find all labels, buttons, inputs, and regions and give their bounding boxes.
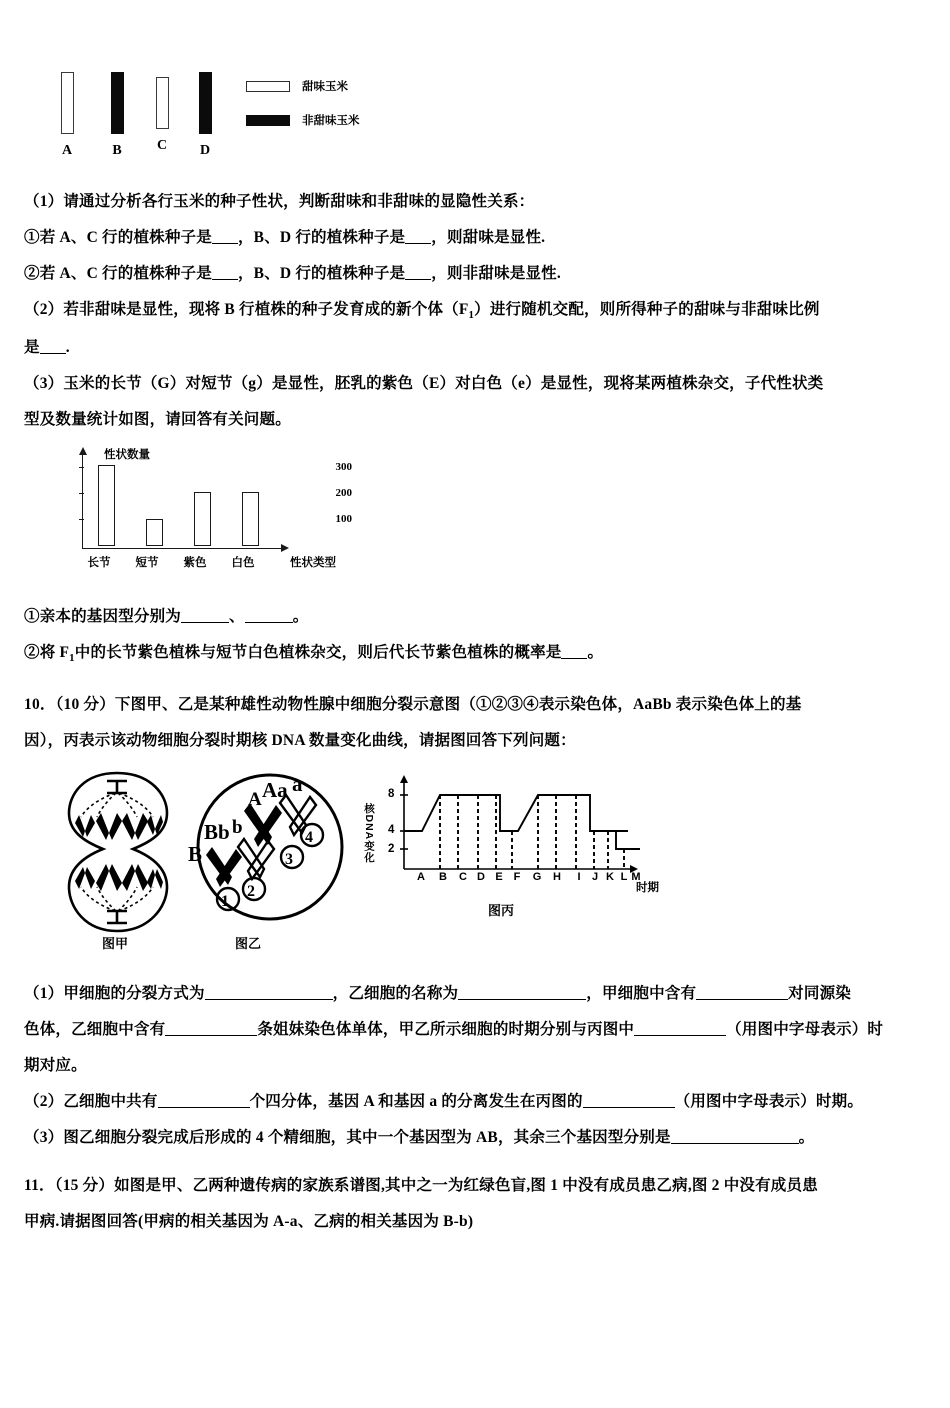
dna-xtick-F: F <box>513 870 521 883</box>
q9-part2-a: （2）若非甜味是显性，现将 B 行植株的种子发育成的新个体（F <box>24 301 469 319</box>
q10-q1-b: ，乙细胞的名称为 <box>332 984 459 1002</box>
centriole-bottom-icon <box>107 911 127 923</box>
gene-label-Bb: Bb <box>204 819 230 844</box>
dna-xtick-H: H <box>553 870 561 883</box>
q10-q3-b: 。 <box>798 1128 815 1146</box>
q10-q1-c: ，甲细胞中含有 <box>586 984 697 1002</box>
dna-curve-path <box>404 795 628 831</box>
chromosomes-top-group <box>75 813 163 840</box>
svg-text:2: 2 <box>247 882 255 900</box>
trait-count-chart <box>52 446 352 571</box>
q10-stem-line2: 因），丙表示该动物细胞分裂时期核 DNA 数量变化曲线，请据图回答下列问题： <box>24 731 576 749</box>
q9-part3-item1-c: 。 <box>292 607 309 625</box>
trait-cat-white: 白色 <box>231 556 255 569</box>
svg-text:4: 4 <box>305 828 313 846</box>
dna-xtick-M: M <box>631 870 641 883</box>
question9-sub-block <box>24 605 926 667</box>
dna-chart-y-title: 核DNA变化 <box>363 802 375 864</box>
dna-xtick-I: I <box>577 870 581 883</box>
q9-option1-b: ，B、D 行的植株种子是 <box>237 229 406 247</box>
q9-part3-line1: （3）玉米的长节（G）对短节（g）是显性，胚乳的紫色（E）对白色（e）是显性，现将某两植株杂交，子代性状类 <box>24 374 824 392</box>
trait-bar-white <box>242 492 259 546</box>
q10-q1-blank2[interactable] <box>458 999 586 1000</box>
q10-q2-c: （用图中字母表示）时期。 <box>674 1092 864 1110</box>
gene-label-A: A <box>248 788 262 810</box>
gene-label-B-upper: B <box>188 841 203 866</box>
q9-option2-a: ②若 A、C 行的植株种子是 <box>24 265 212 283</box>
corn-bar-c <box>156 77 169 129</box>
q10-q2-blank2[interactable] <box>583 1107 675 1108</box>
q10-q1-e: 色体，乙细胞中含有 <box>24 1020 166 1038</box>
corn-column-d <box>188 72 222 159</box>
dna-ytick-8: 8 <box>388 787 395 800</box>
chromosome-pair-1 <box>206 839 274 887</box>
q9-option2-text <box>24 262 926 286</box>
q10-q2-a: （2）乙细胞中共有 <box>24 1092 158 1110</box>
corn-column-a <box>50 72 84 159</box>
corn-column-c <box>145 77 179 154</box>
dna-xtick-J: J <box>591 870 599 883</box>
dna-chart-plot <box>360 767 660 887</box>
q10-q1-blank1[interactable] <box>205 999 333 1000</box>
gene-label-b: b <box>232 816 243 838</box>
centriole-top-icon <box>107 781 127 793</box>
q10-q1-blank5[interactable] <box>634 1035 726 1036</box>
trait-bar-long-node <box>98 465 115 546</box>
nuclear-dna-change-chart <box>360 767 680 927</box>
q10-q3-blank[interactable] <box>671 1143 799 1144</box>
trait-bar-short-node <box>146 519 163 546</box>
corn-label-a: A <box>61 143 73 158</box>
q10-q3-line <box>24 1126 926 1150</box>
chromosomes-bottom-group <box>75 864 163 891</box>
corn-column-b <box>100 72 134 159</box>
q10-q2-blank1[interactable] <box>158 1107 250 1108</box>
q9-part3-item2-a: ②将 F <box>24 644 70 661</box>
q10-q1-d: 对同源染 <box>788 984 851 1002</box>
q10-q1-blank4[interactable] <box>165 1035 257 1036</box>
q9-part3-item1-b: 、 <box>229 607 245 625</box>
question10-stem-block <box>24 693 926 753</box>
q10-q1-a: （1）甲细胞的分裂方式为 <box>24 984 205 1002</box>
q9-part3-item1 <box>24 605 926 629</box>
q9-part3-item2 <box>24 641 926 667</box>
corn-label-c: C <box>156 138 168 153</box>
dna-chart-caption: 图丙 <box>488 902 515 918</box>
dna-xtick-L: L <box>620 870 628 883</box>
figure-yi-diagram <box>188 765 363 940</box>
q9-option1-blank2[interactable] <box>405 243 431 244</box>
q9-part3-item2-b: 中的长节紫色植株与短节白色植株杂交，则后代长节紫色植株的概率是 <box>74 644 562 661</box>
q9-option1-a: ①若 A、C 行的植株种子是 <box>24 229 212 247</box>
svg-text:3: 3 <box>285 850 293 868</box>
q11-stem-line1: 11．（15 分）如图是甲、乙两种遗传病的家族系谱图,其中之一为红绿色盲,图 1 中没有成员患乙病,图 2 中没有成员患 <box>24 1177 818 1194</box>
figure-yi-caption: 图乙 <box>234 935 261 951</box>
q9-part3-item2-blank[interactable] <box>561 658 587 659</box>
q10-q1-g: （用图中字母表示）时 <box>726 1020 884 1038</box>
trait-chart-plot-area <box>84 464 284 546</box>
q10-q1-f: 条姐妹染色体单体，甲乙所示细胞的时期分别与丙图中 <box>257 1020 635 1038</box>
dna-ytick-4: 4 <box>388 823 395 836</box>
q9-option1-blank1[interactable] <box>212 243 238 244</box>
dna-ytick-2: 2 <box>388 842 395 855</box>
q9-part3-item2-subscript: 1 <box>69 652 75 665</box>
dna-xtick-C: C <box>459 870 467 883</box>
trait-chart-ytick-300: 300 <box>335 460 352 473</box>
q9-option2-b: ，B、D 行的植株种子是 <box>237 265 406 283</box>
corn-bar-d <box>199 72 212 134</box>
q9-part3-line2: 型及数量统计如图，请回答有关问题。 <box>24 410 291 428</box>
q11-stem-line2: 甲病.请据图回答(甲病的相关基因为 A-a、乙病的相关基因为 B-b) <box>24 1213 474 1231</box>
q9-part2-answer-suffix: . <box>65 338 70 356</box>
q9-option2-c: ，则非甜味是显性. <box>431 265 561 283</box>
exam-page <box>0 64 950 1408</box>
q9-option2-blank2[interactable] <box>405 279 431 280</box>
legend-label-sweet: 甜味玉米 <box>302 81 348 93</box>
legend-row-sweet <box>246 78 360 94</box>
question10-sub-block <box>24 982 926 1150</box>
trait-cat-purple: 紫色 <box>183 556 207 569</box>
dna-xtick-G: G <box>532 870 542 883</box>
trait-chart-x-title: 性状类型 <box>290 556 336 569</box>
question9-block <box>24 190 926 432</box>
corn-bar-a <box>61 72 74 134</box>
q10-q1-blank3[interactable] <box>696 999 788 1000</box>
dna-xtick-K: K <box>606 870 614 883</box>
gene-label-Aa: Aa <box>262 777 288 802</box>
q9-part3-item1-blank1[interactable] <box>181 622 229 623</box>
q10-q3-a: （3）图乙细胞分裂完成后形成的 4 个精细胞，其中一个基因型为 AB，其余三个基因型分别是 <box>24 1128 671 1146</box>
trait-chart-y-title: 性状数量 <box>104 448 150 461</box>
q9-option1-c: ，则甜味是显性. <box>431 229 546 247</box>
dna-xtick-A: A <box>417 870 425 883</box>
dna-xtick-B: B <box>439 870 447 883</box>
trait-bar-purple <box>194 492 211 546</box>
dna-curve-tail <box>616 831 640 849</box>
corn-bar-b <box>111 72 124 134</box>
dna-xtick-D: D <box>477 870 485 883</box>
corn-rows-figure <box>0 64 950 172</box>
dna-chart-x-title: 时期 <box>636 881 659 894</box>
legend-row-nonsweet <box>246 112 360 128</box>
q9-part2-b: ）进行随机交配，则所得种子的甜味与非甜味比例 <box>474 301 820 319</box>
dna-chart-y-arrow-icon <box>400 775 408 783</box>
q10-stem-line1: 10．（10 分）下图甲、乙是某种雄性动物性腺中细胞分裂示意图（①②③④表示染色体，AaBb 表示染色体上的基 <box>24 695 802 713</box>
q9-part1-text: （1）请通过分析各行玉米的种子性状，判断甜味和非甜味的显隐性关系： <box>24 193 535 210</box>
q10-q2-line <box>24 1090 926 1114</box>
q9-part2-subscript: 1 <box>468 309 475 322</box>
corn-label-b: B <box>112 143 122 158</box>
q9-part3-item2-c: 。 <box>587 644 604 661</box>
cell-division-figures <box>0 765 950 960</box>
q10-q2-b: 个四分体，基因 A 和基因 a 的分离发生在丙图的 <box>249 1092 583 1110</box>
trait-chart-ytick-100: 100 <box>335 512 352 525</box>
q10-q1-line2 <box>24 1018 926 1042</box>
q9-part3-item1-blank2[interactable] <box>245 622 293 623</box>
trait-chart-ytick-200: 200 <box>335 486 352 499</box>
legend-swatch-nonsweet-icon <box>246 115 290 126</box>
q9-option1-text <box>24 226 926 250</box>
corn-label-d: D <box>199 143 211 158</box>
legend-label-nonsweet: 非甜味玉米 <box>302 115 360 127</box>
q9-part2-answer-line <box>24 336 926 360</box>
q9-part2-blank[interactable] <box>40 353 66 354</box>
q9-part3-item1-a: ①亲本的基因型分别为 <box>24 607 182 625</box>
question11-block <box>24 1174 926 1234</box>
trait-cat-long-node: 长节 <box>87 556 111 569</box>
figure-jia-caption: 图甲 <box>101 935 128 951</box>
gene-label-a: a <box>292 771 303 796</box>
dna-xtick-E: E <box>495 870 503 883</box>
trait-cat-short-node: 短节 <box>135 556 159 569</box>
legend-swatch-sweet-icon <box>246 81 290 92</box>
q10-q1-line1 <box>24 982 926 1006</box>
trait-chart-y-arrow-icon <box>79 447 87 455</box>
trait-chart-x-axis <box>82 548 282 549</box>
svg-text:1: 1 <box>221 892 229 910</box>
q9-option2-blank1[interactable] <box>212 279 238 280</box>
corn-legend <box>246 78 360 146</box>
q9-part2-text <box>24 298 926 324</box>
q9-part2-answer-prefix: 是 <box>24 338 40 356</box>
q10-q1-line3: 期对应。 <box>24 1056 87 1074</box>
